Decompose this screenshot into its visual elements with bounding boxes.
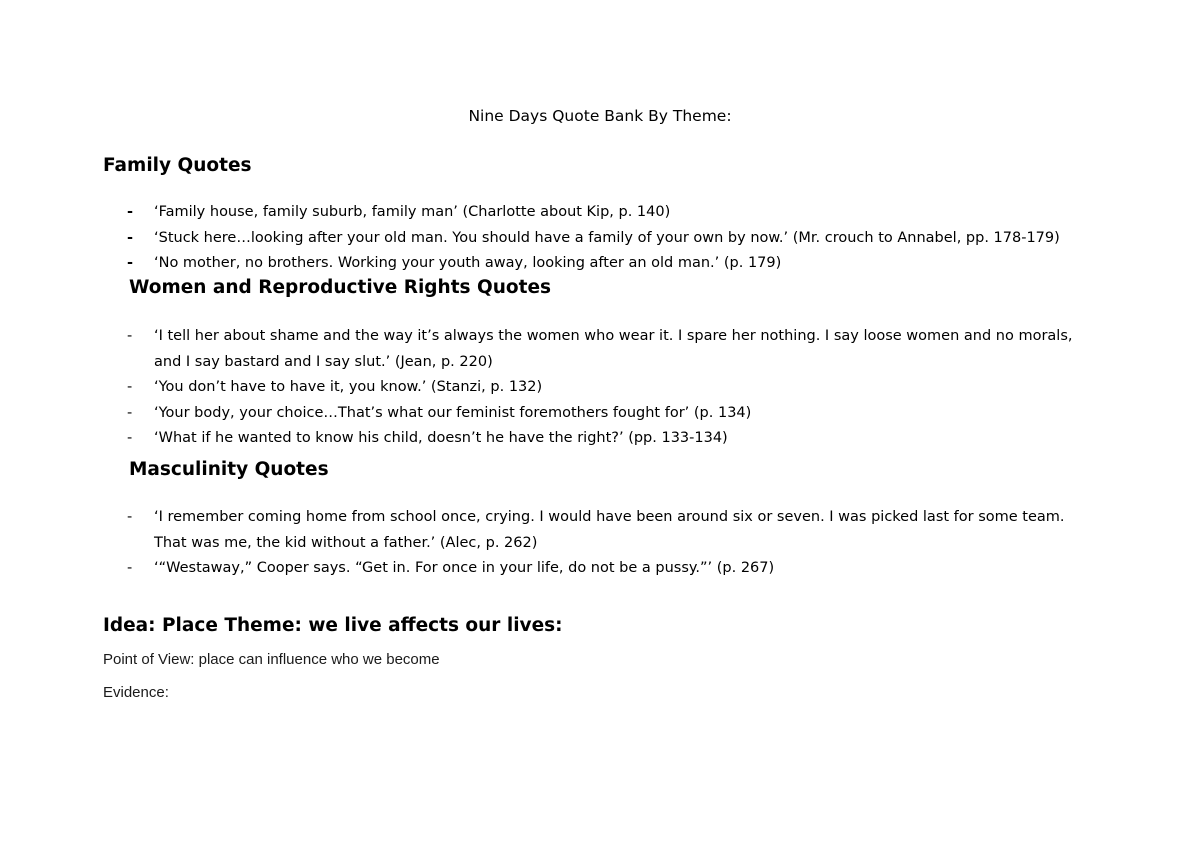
- quote-text: ‘Your body, your choice…That’s what our feminist foremothers fought for’ (p. 134): [154, 404, 752, 421]
- women-rights-list: [127, 324, 1084, 452]
- bullet-dash: -: [127, 430, 133, 446]
- quote-text: ‘You don’t have to have it, you know.’ (Stanzi, p. 132): [154, 379, 543, 395]
- quote-text: ‘Stuck here…looking after your old man. You should have a family of your own by now.’ (Mr. crouch to Annabel, pp. 178-179): [154, 229, 1060, 246]
- bullet-dash: -: [127, 255, 134, 271]
- list-item: [127, 505, 1084, 556]
- list-item: [127, 556, 1084, 582]
- bullet-dash: -: [127, 509, 133, 525]
- masculinity-list: [127, 505, 1084, 582]
- list-item: [127, 200, 1060, 226]
- family-quotes-list: [127, 200, 1060, 277]
- quote-text: ‘“Westaway,” Cooper says. “Get in. For once in your life, do not be a pussy.”’ (p. 267): [154, 560, 775, 576]
- list-item: [127, 226, 1060, 252]
- bullet-dash: -: [127, 560, 133, 576]
- list-item: [127, 426, 1084, 452]
- list-item: [127, 401, 1084, 427]
- idea-heading: Idea: Place Theme: we live affects our lives:: [103, 615, 563, 636]
- evidence-label: Evidence:: [103, 684, 169, 701]
- list-item: [127, 324, 1084, 375]
- masculinity-heading: Masculinity Quotes: [129, 459, 329, 480]
- bullet-dash: -: [127, 204, 134, 220]
- point-of-view-text: Point of View: place can influence who we become: [103, 651, 440, 668]
- bullet-dash: -: [127, 328, 133, 344]
- quote-text: ‘What if he wanted to know his child, doesn’t he have the right?’ (pp. 133-134): [154, 430, 728, 446]
- quote-text: ‘Family house, family suburb, family man’ (Charlotte about Kip, p. 140): [154, 204, 671, 220]
- list-item: [127, 251, 1060, 277]
- list-item: [127, 375, 1084, 401]
- family-quotes-heading: Family Quotes: [103, 155, 252, 176]
- bullet-dash: -: [127, 404, 133, 421]
- bullet-dash: -: [127, 379, 133, 395]
- women-rights-heading: Women and Reproductive Rights Quotes: [129, 277, 552, 298]
- quote-text: ‘I tell her about shame and the way it’s always the women who wear it. I spare her nothing. I say loose women and no morals, and I say bastard and I say slut.’ (Jean, p. 220): [154, 328, 1073, 370]
- bullet-dash: -: [127, 229, 134, 246]
- quote-text: ‘I remember coming home from school once, crying. I would have been around six or seven. I was picked last for some team. That was me, the kid without a father.’ (Alec, p. 262): [154, 509, 1065, 551]
- document-title: Nine Days Quote Bank By Theme:: [468, 107, 732, 125]
- quote-text: ‘No mother, no brothers. Working your youth away, looking after an old man.’ (p. 179): [154, 255, 782, 271]
